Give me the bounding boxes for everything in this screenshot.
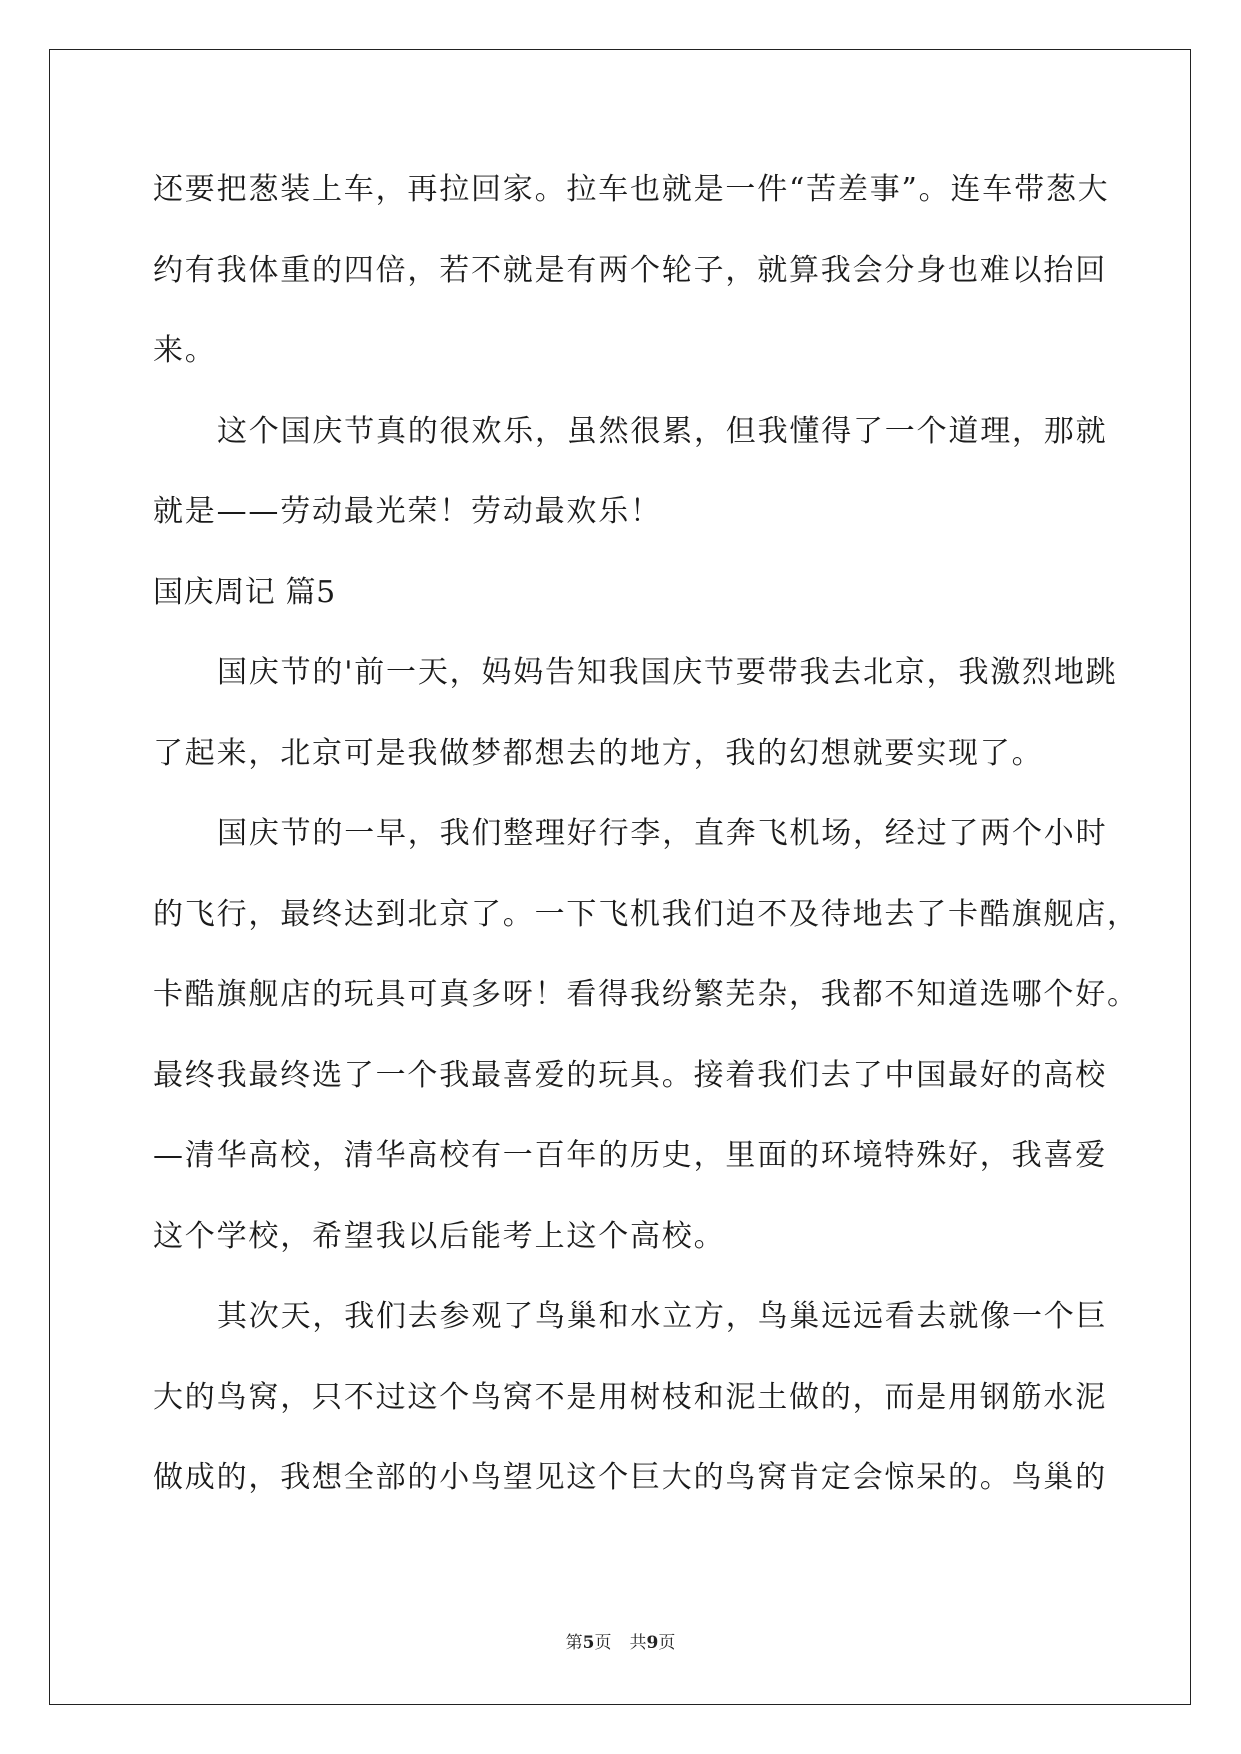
text-line: 卡酷旗舰店的玩具可真多呀！看得我纷繁芜杂，我都不知道选哪个好。 (153, 977, 1139, 1012)
text-line: 来。 (153, 333, 217, 368)
text-line: 的飞行，最终达到北京了。一下飞机我们迫不及待地去了卡酷旗舰店， (153, 896, 1139, 932)
text-line: 最终我最终选了一个我最喜爱的玩具。接着我们去了中国最好的高校 (153, 1057, 1107, 1093)
text-line: —清华高校，清华高校有一百年的历史，里面的环境特殊好，我喜爱 (153, 1138, 1107, 1173)
paragraph-first-line: 其次天，我们去参观了鸟巢和水立方，鸟巢远远看去就像一个巨 (217, 1299, 1108, 1334)
text-line: 还要把葱装上车，再拉回家。拉车也就是一件“苦差事”。连车带葱大 (153, 172, 1110, 207)
footer-total-unit: 页 (658, 1633, 676, 1653)
text-line: 大的鸟窝，只不过这个鸟窝不是用树枝和泥土做的，而是用钢筋水泥 (153, 1379, 1107, 1415)
text-line: 这个学校，希望我以后能考上这个高校。 (153, 1218, 726, 1254)
text-line: 就是——劳动最光荣！劳动最欢乐！ (153, 494, 662, 529)
document-body (153, 160, 1139, 1529)
current-page-number: 5 (582, 1633, 595, 1653)
text-line: 了起来，北京可是我做梦都想去的地方，我的幻想就要实现了。 (153, 735, 1044, 771)
text-line: 约有我体重的四倍，若不就是有两个轮子，就算我会分身也难以抬回 (153, 252, 1107, 288)
footer-page-unit: 页 (594, 1633, 612, 1653)
text-line: 做成的，我想全部的小鸟望见这个巨大的鸟窝肯定会惊呆的。鸟巢的 (153, 1460, 1107, 1495)
footer-total-prefix: 共 (629, 1633, 647, 1653)
paragraph-first-line: 国庆节的一早，我们整理好行李，直奔飞机场，经过了两个小时 (217, 816, 1108, 851)
total-page-count: 9 (646, 1633, 659, 1653)
paragraph-first-line: 国庆节的'前一天，妈妈告知我国庆节要带我去北京，我激烈地跳 (217, 655, 1118, 690)
footer-prefix: 第 (565, 1633, 583, 1653)
paragraph-first-line: 这个国庆节真的很欢乐，虽然很累，但我懂得了一个道理，那就 (217, 413, 1108, 449)
section-heading: 国庆周记 篇5 (153, 574, 336, 610)
page-footer (0, 1628, 1241, 1653)
